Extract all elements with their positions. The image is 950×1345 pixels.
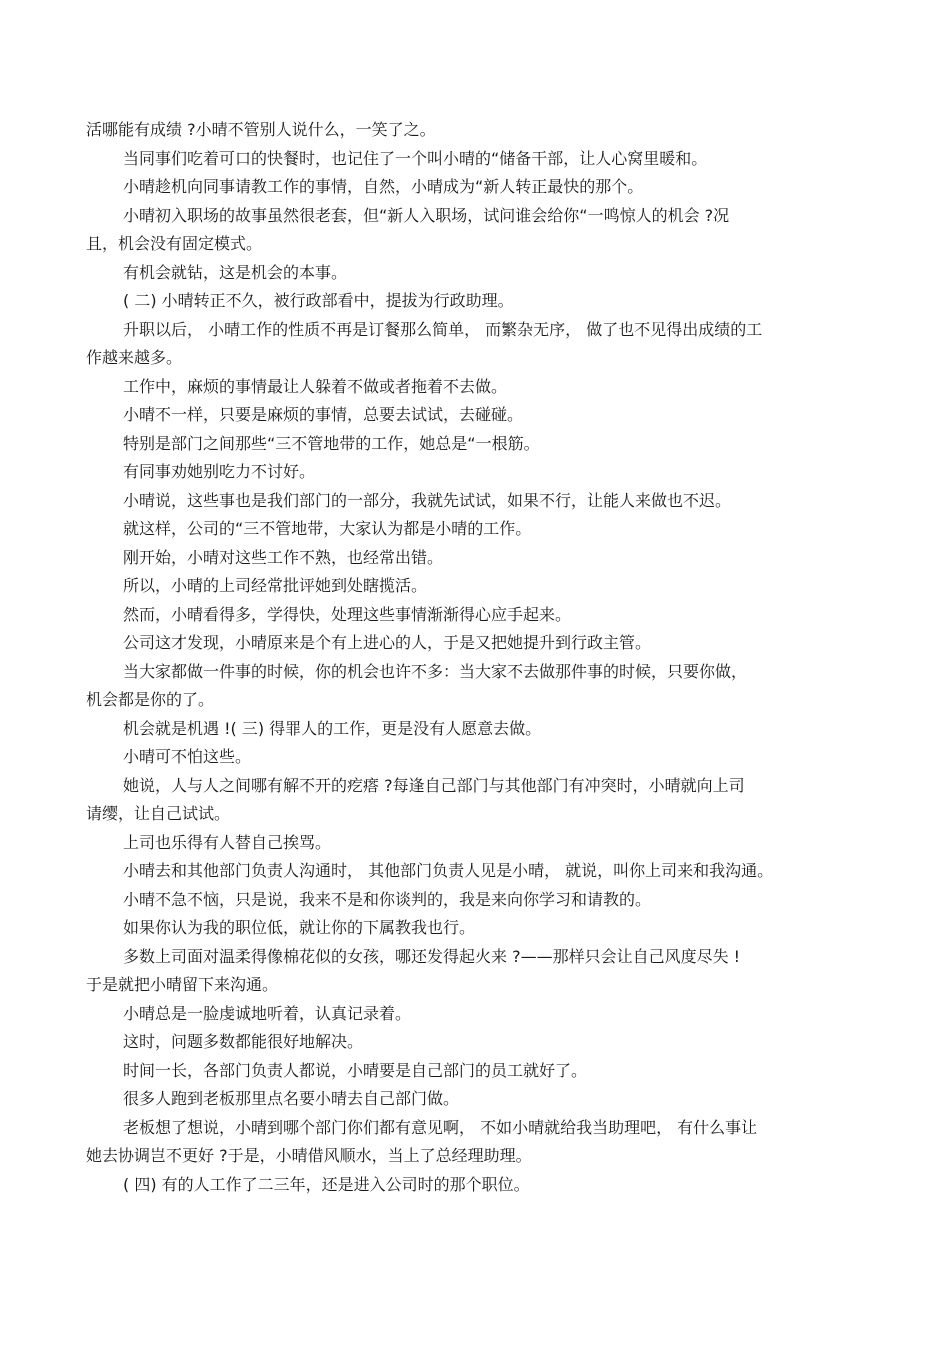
text-line: 活哪能有成绩 ?小晴不管别人说什么，一笑了之。 — [86, 120, 436, 139]
text-line: 工作中，麻烦的事情最让人躲着不做或者拖着不去做。 — [123, 376, 508, 396]
text-line: 很多人跑到老板那里点名要小晴去自己部门做。 — [123, 1089, 460, 1108]
text-line: 这时，问题多数都能很好地解决。 — [123, 1032, 364, 1051]
text-line: 小晴去和其他部门负责人沟通时， 其他部门负责人见是小晴， 就说，叫你上司来和我沟通。 — [123, 861, 774, 880]
text-line: 老板想了想说，小晴到哪个部门你们都有意见啊， 不如小晴就给我当助理吧， 有什么事让 — [123, 1117, 758, 1137]
text-line: 升职以后， 小晴工作的性质不再是订餐那么简单， 而繁杂无序， 做了也不见得出成绩的工 — [123, 319, 763, 339]
paragraph — [86, 1000, 866, 1029]
text-line: 她去协调岂不更好 ?于是，小晴借风顺水，当上了总经理助理。 — [86, 1146, 532, 1165]
paragraph — [86, 487, 866, 516]
paragraph — [86, 1028, 866, 1057]
text-line: 机会就是机遇 !( 三) 得罪人的工作，更是没有人愿意去做。 — [123, 718, 542, 738]
text-line: 有同事劝她别吃力不讨好。 — [123, 462, 316, 481]
text-line: 当大家都做一件事的时候，你的机会也许不多：当大家不去做那件事的时候，只要你做， — [123, 661, 748, 681]
paragraph — [86, 515, 866, 544]
text-line: 然而，小晴看得多，学得快，处理这些事情渐渐得心应手起来。 — [123, 604, 572, 624]
paragraph — [86, 401, 866, 430]
text-line: 特别是部门之间那些“三不管地带的工作，她总是“一根筋。 — [123, 433, 540, 453]
text-line: 于是就把小晴留下来沟通。 — [86, 975, 279, 994]
paragraph — [86, 373, 866, 402]
text-line: ( 二) 小晴转正不久，被行政部看中，提拔为行政助理。 — [123, 291, 514, 310]
paragraph — [86, 430, 866, 459]
text-line: 如果你认为我的职位低，就让你的下属教我也行。 — [123, 918, 476, 937]
paragraph — [86, 772, 866, 829]
paragraph — [86, 1057, 866, 1086]
paragraph — [86, 316, 866, 373]
text-line: 小晴总是一脸虔诚地听着，认真记录着。 — [123, 1003, 412, 1023]
text-line: 上司也乐得有人替自己挨骂。 — [123, 832, 332, 852]
text-line: 所以，小晴的上司经常批评她到处瞎揽活。 — [123, 576, 428, 595]
paragraph — [86, 943, 866, 1000]
text-line: 就这样，公司的“三不管地带，大家认为都是小晴的工作。 — [123, 519, 532, 538]
text-line: 且，机会没有固定模式。 — [86, 234, 263, 253]
text-line: 当同事们吃着可口的快餐时，也记住了一个叫小晴的“储备干部，让人心窝里暖和。 — [123, 148, 708, 168]
paragraph — [86, 715, 866, 744]
text-line: 多数上司面对温柔得像棉花似的女孩，哪还发得起火来 ?——那样只会让自己风度尽失 ! — [123, 946, 741, 966]
paragraph — [86, 601, 866, 630]
paragraph — [86, 743, 866, 772]
text-line: 小晴说，这些事也是我们部门的一部分，我就先试试，如果不行，让能人来做也不迟。 — [123, 490, 732, 510]
text-line: 她说，人与人之间哪有解不开的疙瘩 ?每逢自己部门与其他部门有冲突时，小晴就向上司 — [123, 775, 745, 795]
text-line: 刚开始，小晴对这些工作不熟，也经常出错。 — [123, 547, 444, 567]
text-line: 小晴不急不恼，只是说，我来不是和你谈判的，我是来向你学习和请教的。 — [123, 889, 652, 909]
text-line: 请缨，让自己试试。 — [86, 804, 231, 823]
paragraph — [86, 829, 866, 858]
paragraph — [86, 572, 866, 601]
paragraph — [86, 202, 866, 259]
paragraph — [86, 658, 866, 715]
paragraph — [86, 259, 866, 288]
paragraph — [86, 544, 866, 573]
text-line: 机会都是你的了。 — [86, 690, 215, 709]
text-line: ( 四) 有的人工作了二三年，还是进入公司时的那个职位。 — [123, 1174, 530, 1194]
paragraph — [86, 458, 866, 487]
paragraph — [86, 116, 866, 145]
paragraph — [86, 1114, 866, 1171]
paragraph — [86, 1085, 866, 1114]
text-line: 时间一长，各部门负责人都说，小晴要是自己部门的员工就好了。 — [123, 1060, 588, 1080]
text-line: 小晴趁机向同事请教工作的事情，自然，小晴成为“新人转正最快的那个。 — [123, 177, 644, 196]
paragraph — [86, 886, 866, 915]
text-line: 作越来越多。 — [86, 348, 183, 367]
paragraph — [86, 914, 866, 943]
text-line: 有机会就钻，这是机会的本事。 — [123, 262, 348, 282]
text-line: 小晴可不怕这些。 — [123, 747, 252, 766]
paragraph — [86, 1171, 866, 1200]
text-line: 公司这才发现，小晴原来是个有上进心的人，于是又把她提升到行政主管。 — [123, 633, 652, 652]
paragraph — [86, 629, 866, 658]
paragraph — [86, 173, 866, 202]
text-line: 小晴初入职场的故事虽然很老套，但“新人入职场，试问谁会给你“一鸣惊人的机会 ?况 — [123, 205, 730, 225]
paragraph — [86, 857, 866, 886]
paragraph — [86, 287, 866, 316]
text-line: 小晴不一样，只要是麻烦的事情，总要去试试，去碰碰。 — [123, 405, 524, 424]
paragraph — [86, 145, 866, 174]
